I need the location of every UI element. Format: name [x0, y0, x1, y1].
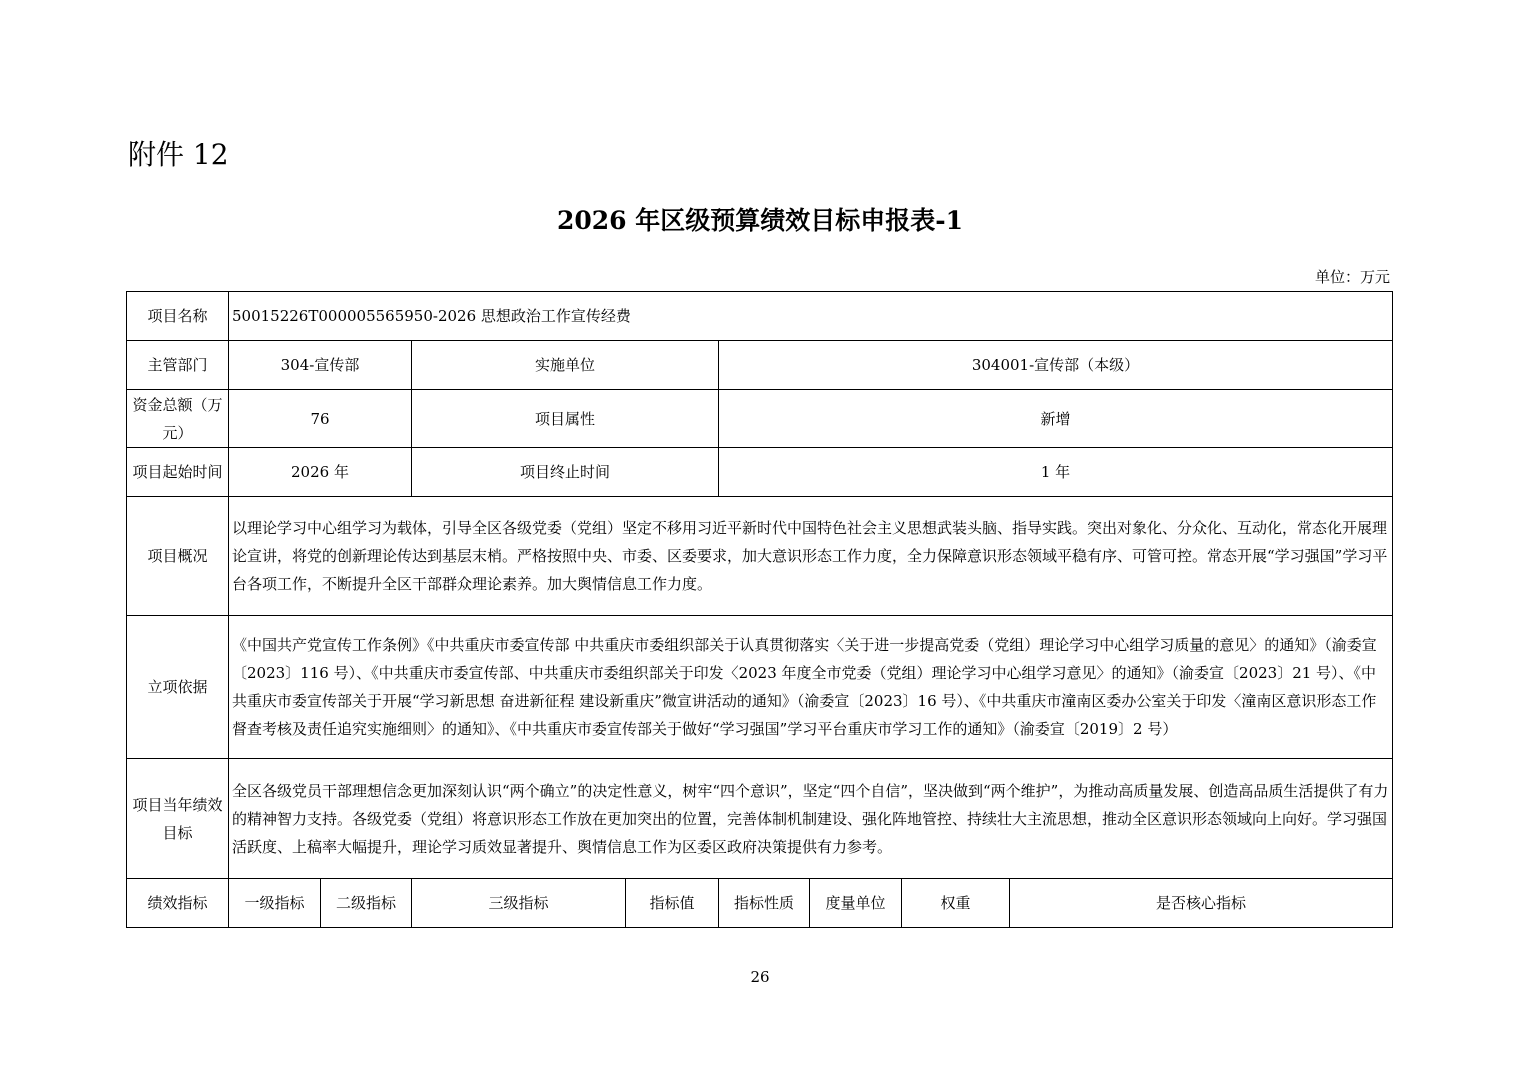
row-indicators-header	[127, 879, 1393, 928]
header-nature: 指标性质	[719, 879, 810, 928]
start-time-label: 项目起始时间	[127, 448, 229, 497]
department-value: 304-宣传部	[229, 341, 412, 390]
header-level3: 三级指标	[412, 879, 626, 928]
project-name-label: 项目名称	[127, 292, 229, 341]
implementing-unit-label: 实施单位	[412, 341, 719, 390]
header-core: 是否核心指标	[1010, 879, 1393, 928]
header-unit: 度量单位	[810, 879, 902, 928]
page-number: 26	[750, 968, 770, 986]
row-basis	[127, 616, 1393, 759]
unit-label: 单位：万元	[1314, 268, 1390, 286]
end-time-value: 1 年	[719, 448, 1393, 497]
row-period	[127, 448, 1393, 497]
indicators-label: 绩效指标	[127, 879, 229, 928]
row-overview	[127, 497, 1393, 616]
basis-label: 立项依据	[127, 616, 229, 759]
implementing-unit-value: 304001-宣传部（本级）	[719, 341, 1393, 390]
end-time-label: 项目终止时间	[412, 448, 719, 497]
header-value: 指标值	[626, 879, 719, 928]
row-project-name	[127, 292, 1393, 341]
budget-performance-table	[126, 291, 1393, 928]
attachment-label: 附件 12	[128, 138, 229, 171]
project-attribute-label: 项目属性	[412, 390, 719, 448]
total-funds-value: 76	[229, 390, 412, 448]
project-name-value: 50015226T000005565950-2026 思想政治工作宣传经费	[229, 292, 1393, 341]
row-goal	[127, 759, 1393, 879]
header-weight: 权重	[902, 879, 1010, 928]
goal-label: 项目当年绩效目标	[127, 759, 229, 879]
row-department	[127, 341, 1393, 390]
overview-text: 以理论学习中心组学习为载体，引导全区各级党委（党组）坚定不移用习近平新时代中国特色社会主义思想武装头脑、指导实践。突出对象化、分众化、互动化，常态化开展理论宣讲，将党的创新理论传达到基层末梢。严格按照中央、市委、区委要求，加大意识形态工作力度，全力保障意识形态领域平稳有序、可管可控。常态开展“学习强国”学习平台各项工作，不断提升全区干部群众理论素养。加大舆情信息工作力度。	[229, 497, 1393, 616]
row-funds	[127, 390, 1393, 448]
start-time-value: 2026 年	[229, 448, 412, 497]
total-funds-label: 资金总额（万元）	[127, 390, 229, 448]
project-attribute-value: 新增	[719, 390, 1393, 448]
header-level2: 二级指标	[321, 879, 412, 928]
header-level1: 一级指标	[229, 879, 321, 928]
goal-text: 全区各级党员干部理想信念更加深刻认识“两个确立”的决定性意义，树牢“四个意识”，坚定“四个自信”，坚决做到“两个维护”，为推动高质量发展、创造高品质生活提供了有力的精神智力支持。各级党委（党组）将意识形态工作放在更加突出的位置，完善体制机制建设、强化阵地管控、持续壮大主流思想，推动全区意识形态领域向上向好。学习强国活跃度、上稿率大幅提升，理论学习质效显著提升、舆情信息工作为区委区政府决策提供有力参考。	[229, 759, 1393, 879]
department-label: 主管部门	[127, 341, 229, 390]
overview-label: 项目概况	[127, 497, 229, 616]
basis-text: 《中国共产党宣传工作条例》《中共重庆市委宣传部 中共重庆市委组织部关于认真贯彻落实〈关于进一步提高党委（党组）理论学习中心组学习质量的意见〉的通知》（渝委宣〔2023〕116 号）、《中共重庆市委宣传部、中共重庆市委组织部关于印发〈2023 年度全市党委（党组）理论学习中心组学习意见〉的通知》（渝委宣〔2023〕21 号）、《中共重庆市委宣传部关于开展“学习新思想 奋进新征程 建设新重庆”微宣讲活动的通知》（渝委宣〔2023〕16 号）、《中共重庆市潼南区委办公室关于印发〈潼南区意识形态工作督查考核及责任追究实施细则〉的通知》、《中共重庆市委宣传部关于做好“学习强国”学习平台重庆市学习工作的通知》（渝委宣〔2019〕2 号）	[229, 616, 1393, 759]
document-title: 2026 年区级预算绩效目标申报表-1	[556, 206, 964, 235]
